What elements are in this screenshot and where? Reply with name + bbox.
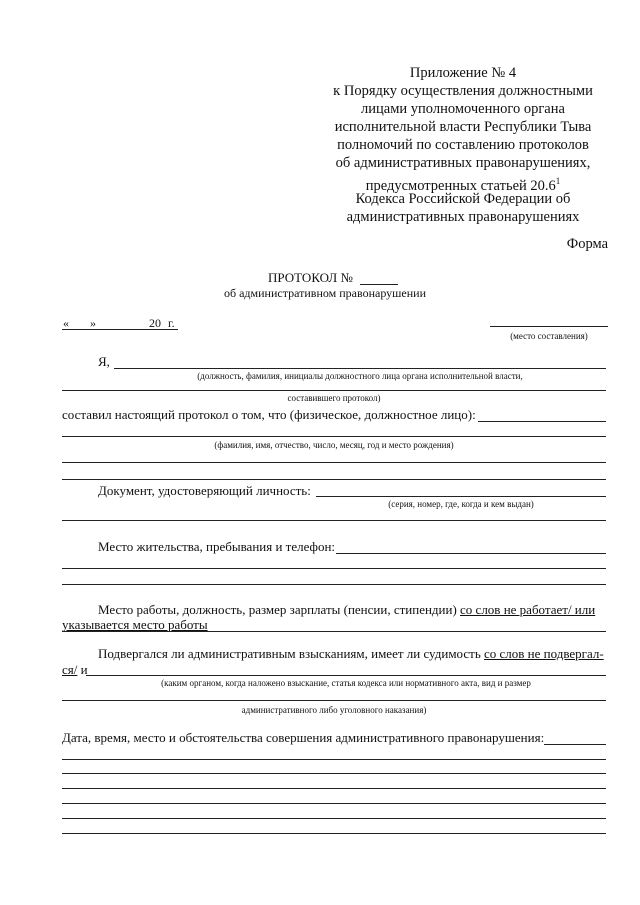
- person-caption: (фамилия, имя, отчество, число, месяц, год и место рождения): [214, 440, 454, 450]
- penalties-field-2[interactable]: [62, 700, 606, 701]
- penalties-tail: и: [77, 662, 88, 677]
- id-document-field[interactable]: [316, 496, 606, 497]
- appendix-line: полномочий по составлению протоколов: [337, 137, 589, 153]
- appendix-line: лицами уполномоченного органа: [361, 101, 565, 117]
- date-year-suffix: г.: [168, 316, 175, 330]
- official-caption-1: (должность, фамилия, инициалы должностного лица органа исполнительной власти,: [197, 371, 523, 381]
- residence-field-2[interactable]: [62, 568, 606, 569]
- appendix-line: Кодекса Российской Федерации об: [355, 191, 571, 207]
- person-field[interactable]: [62, 436, 606, 437]
- composed-text: составил настоящий протокол о том, что (физическое, должностное лицо):: [62, 407, 476, 422]
- residence-field-3[interactable]: [62, 584, 606, 585]
- official-field-2[interactable]: [62, 390, 606, 391]
- footnote-superscript: 1: [555, 176, 561, 186]
- circumstances-label: Дата, время, место и обстоятельства совершения административного правонарушения:: [62, 730, 545, 745]
- workplace-text: Место работы, должность, размер зарплаты (пенсии, стипендии): [98, 602, 457, 617]
- workplace-field[interactable]: [62, 631, 606, 632]
- appendix-title: Приложение № 4: [409, 65, 517, 81]
- penalties-underlined-1: со слов не подвергал-: [484, 646, 604, 661]
- circumstances-field-2[interactable]: [62, 759, 606, 760]
- person-field-3[interactable]: [62, 479, 606, 480]
- penalties-caption-2: административного либо уголовного наказания): [241, 705, 427, 715]
- workplace-underlined-2: указывается место работы: [62, 617, 208, 632]
- circumstances-field-4[interactable]: [62, 788, 606, 789]
- workplace-underlined-1: со слов не работает/ или: [460, 602, 596, 617]
- official-caption-2: составившего протокол): [287, 393, 381, 403]
- date-year: 20: [149, 316, 161, 330]
- circumstances-field-3[interactable]: [62, 773, 606, 774]
- penalties-line-2: [62, 662, 88, 678]
- appendix-line: об административных правонарушениях,: [335, 155, 591, 171]
- ya-label: Я,: [98, 354, 110, 369]
- penalties-line-1: [98, 646, 604, 662]
- residence-label: Место жительства, пребывания и телефон:: [98, 539, 336, 554]
- penalties-underlined-2: ся/: [62, 662, 78, 677]
- circumstances-field-5[interactable]: [62, 803, 606, 804]
- circumstances-field-6[interactable]: [62, 818, 606, 819]
- circumstances-field-7[interactable]: [62, 833, 606, 834]
- date-field[interactable]: [62, 329, 178, 330]
- date-open-quote: «: [63, 316, 69, 330]
- workplace-line-1: [98, 602, 595, 618]
- appendix-line: административных правонарушениях: [346, 209, 580, 225]
- id-document-caption: (серия, номер, где, когда и кем выдан): [388, 499, 534, 509]
- appendix-line: исполнительной власти Республики Тыва: [334, 119, 592, 135]
- person-field-2[interactable]: [62, 462, 606, 463]
- penalties-text: Подвергался ли административным взысканиям, имеет ли судимость: [98, 646, 481, 661]
- residence-field[interactable]: [336, 553, 606, 554]
- circumstances-field[interactable]: [544, 744, 606, 745]
- form-label: Форма: [566, 236, 608, 252]
- id-document-label: Документ, удостоверяющий личность:: [98, 483, 311, 498]
- id-document-field-2[interactable]: [62, 520, 606, 521]
- offender-type-field[interactable]: [478, 421, 606, 422]
- appendix-line: к Порядку осуществления должностными: [333, 83, 593, 99]
- protocol-number-field[interactable]: [360, 284, 398, 285]
- date-close-quote: »: [90, 316, 96, 330]
- place-caption: (место составления): [510, 331, 588, 341]
- official-field[interactable]: [114, 368, 606, 369]
- protocol-title: ПРОТОКОЛ №: [268, 270, 353, 285]
- protocol-subtitle: об административном правонарушении: [224, 286, 427, 300]
- penalties-field[interactable]: [86, 675, 606, 676]
- place-field[interactable]: [490, 326, 608, 327]
- appendix-line-article: предусмотренных статьей 20.6$^1$: [365, 176, 561, 194]
- penalties-caption-1: (каким органом, когда наложено взыскание, статья кодекса или нормативного акта, вид и размер: [161, 678, 531, 688]
